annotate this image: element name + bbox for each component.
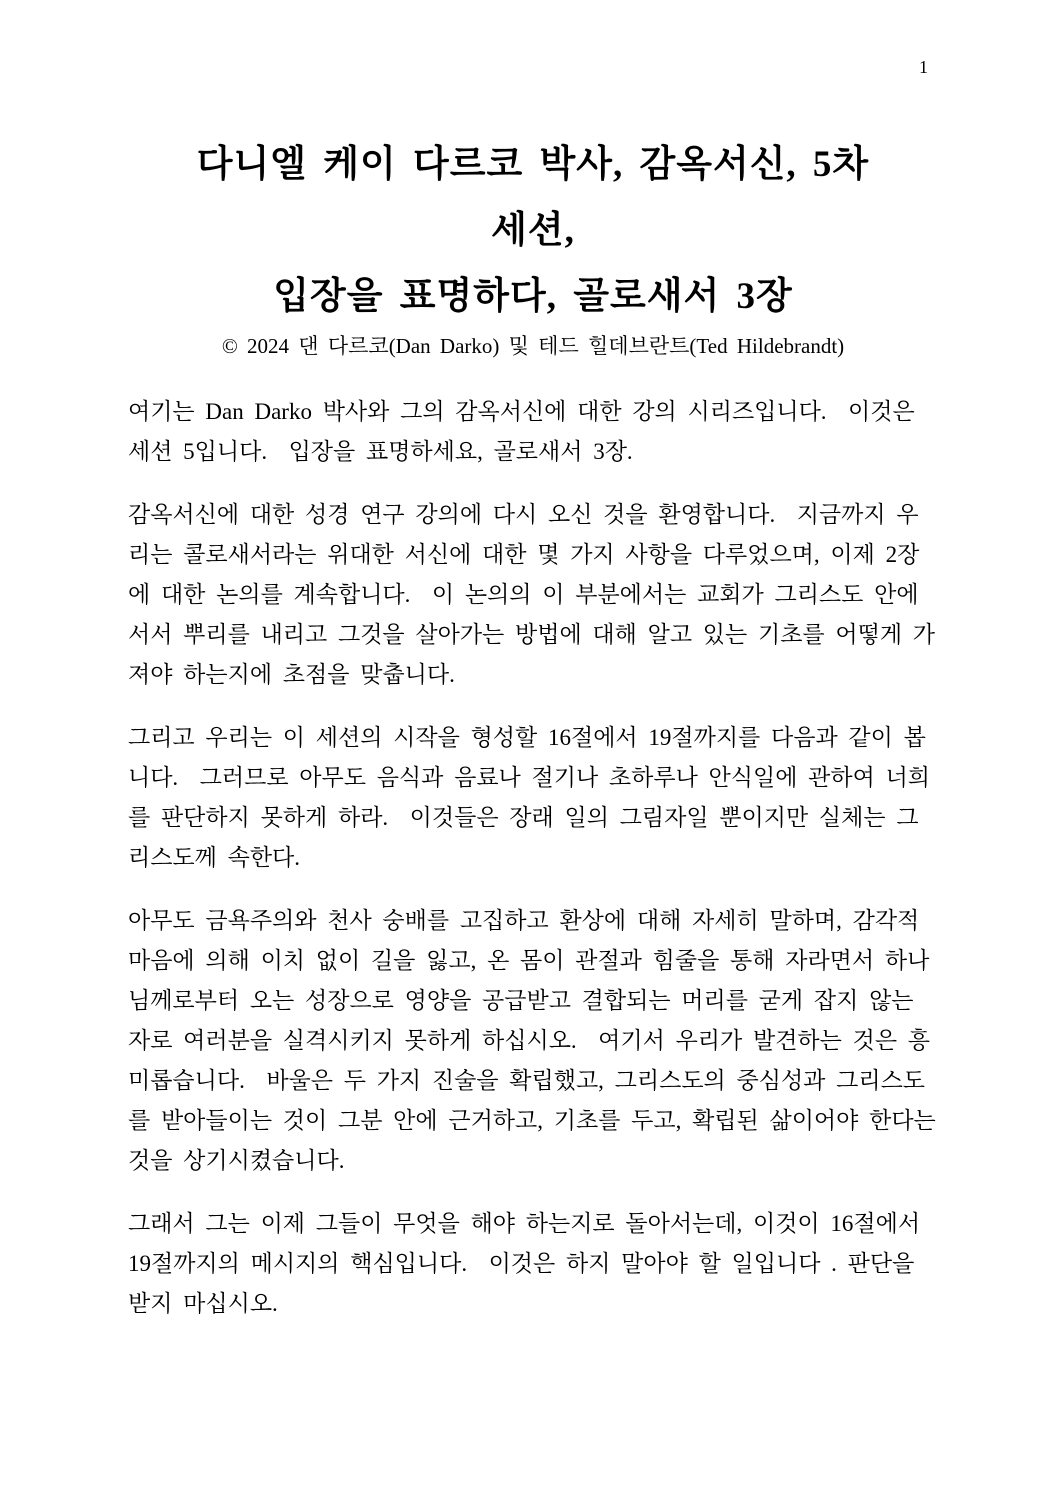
body-paragraph-5: 그래서 그는 이제 그들이 무엇을 해야 하는지로 돌아서는데, 이것이 16절에서 19절까지의 메시지의 핵심입니다. 이것은 하지 말아야 할 일입니다 . 판단을 받지 마십시오. — [128, 1211, 931, 1316]
title-line-3: 입장을 표명하다, 골로새서 3장 — [273, 276, 793, 317]
title-line-2: 세션, — [491, 210, 575, 251]
body-paragraph-1: 여기는 Dan Darko 박사와 그의 감옥서신에 대한 강의 시리즈입니다. 이것은 세션 5입니다. 입장을 표명하세요, 골로새서 3장. — [128, 399, 926, 464]
body-paragraph-3: 그리고 우리는 이 세션의 시작을 형성할 16절에서 19절까지를 다음과 같이 봅니다. 그러므로 아무도 음식과 음료나 절기나 초하루나 안식일에 관하여 너희를 판단하지 못하게 하라. 이것들은 장래 일의 그림자일 뿐이지만 실체는 그리스도께 속한다. — [128, 725, 931, 870]
document-title — [128, 132, 938, 330]
body-paragraph-2: 감옥서신에 대한 성경 연구 강의에 다시 오신 것을 환영합니다. 지금까지 우리는 콜로새서라는 위대한 서신에 대한 몇 가지 사항을 다루었으며, 이제 2장에 대한 논의를 계속합니다. 이 논의의 이 부분에서는 교회가 그리스도 안에 서서 뿌리를 내리고 그것을 살아가는 방법에 대해 알고 있는 기초를 어떻게 가져야 하는지에 초점을 맞춥니다. — [128, 502, 936, 687]
body-paragraph-4: 아무도 금욕주의와 천사 숭배를 고집하고 환상에 대해 자세히 말하며, 감각적 마음에 의해 이치 없이 길을 잃고, 온 몸이 관절과 힘줄을 통해 자라면서 하나님께로부터 오는 성장으로 영양을 공급받고 결합되는 머리를 굳게 잡지 않는 자로 여러분을 실격시키지 못하게 하십시오. 여기서 우리가 발견하는 것은 흥미롭습니다. 바울은 두 가지 진술을 확립했고, 그리스도의 중심성과 그리스도를 받아들이는 것이 그분 안에 근거하고, 기초를 두고, 확립된 삶이어야 한다는 것을 상기시켰습니다. — [128, 908, 947, 1173]
title-line-1: 다니엘 케이 다르코 박사, 감옥서신, 5차 — [196, 144, 870, 185]
page-number: 1 — [919, 57, 928, 77]
copyright-line: © 2024 댄 다르코(Dan Darko) 및 테드 힐데브란트(Ted Hildebrandt) — [221, 334, 845, 358]
